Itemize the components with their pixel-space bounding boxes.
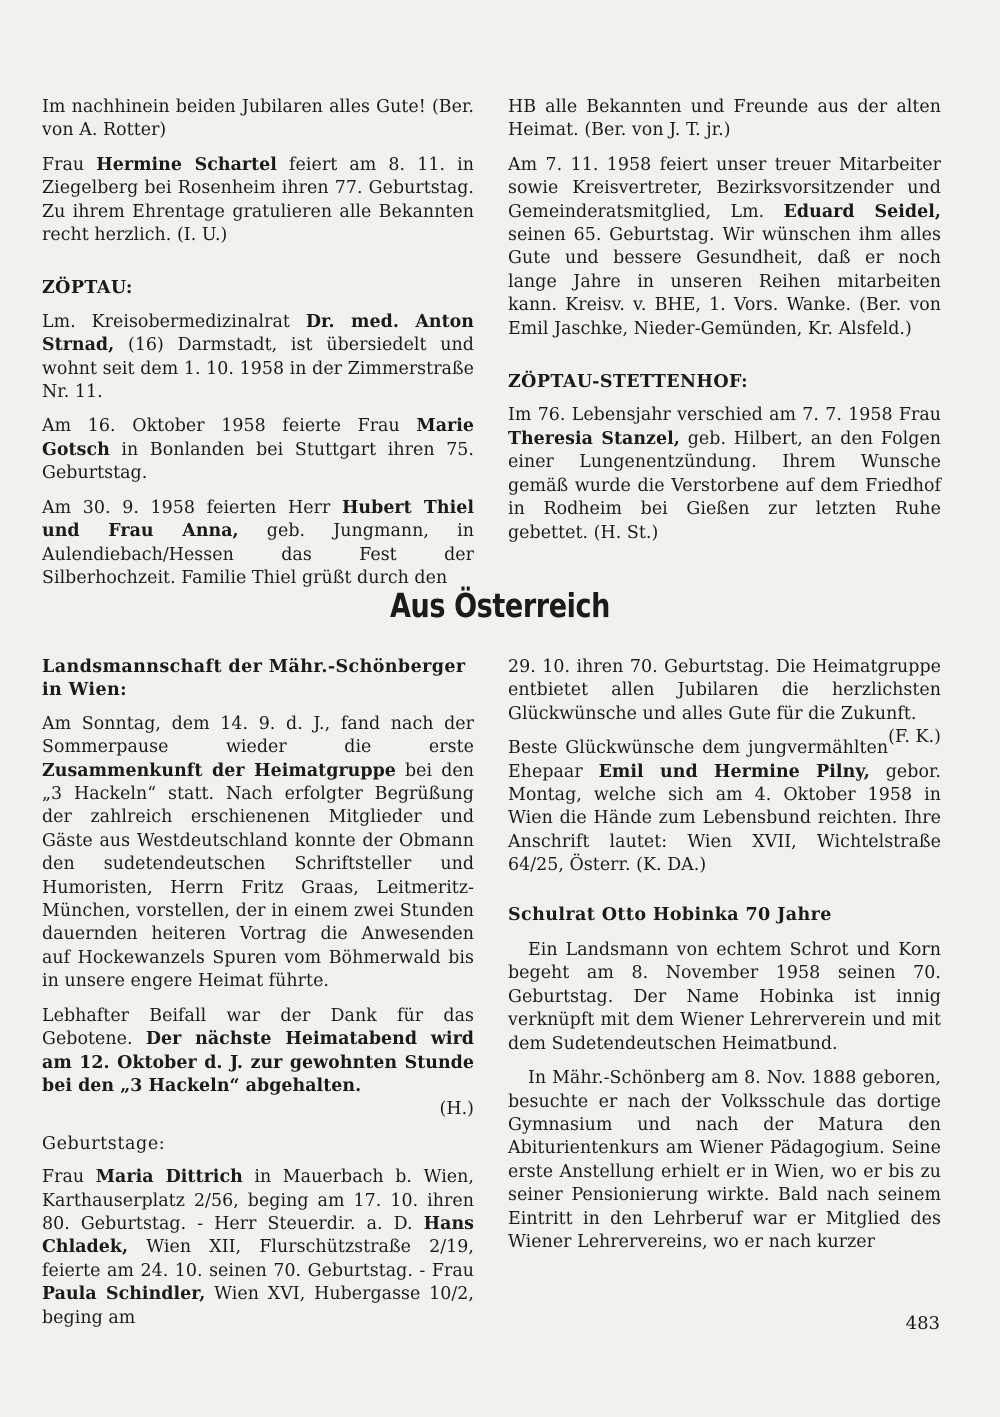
- paragraph: [42, 497, 474, 591]
- text: Am 16. Oktober 1958 feierte Frau: [42, 416, 417, 437]
- text: Im nachhinein beiden Jubilaren alles Gute! (Ber. von A. Rotter): [42, 97, 474, 141]
- text: Lm. Kreisobermedizinalrat: [42, 311, 306, 332]
- text: Wien XII, Flurschützstraße 2/19, feierte am 24. 10. seinen 70. Geburtstag. - Frau: [42, 1237, 474, 1281]
- text: in Bonlanden bei Stuttgart ihren 75. Geburtstag.: [42, 439, 474, 484]
- text: Frau: [42, 154, 97, 175]
- paragraph: [508, 96, 941, 143]
- text: geb. Jungmann, in Aulendiebach/Hessen das Fest der Silberhochzeit. Familie Thiel grüßt durch den: [42, 521, 474, 588]
- text: Am 7. 11. 1958 feiert unser treuer Mitarbeiter sowie Kreisvertreter, Bezirksvorsitzender und Gemeinderatsmitglied, Lm.: [508, 154, 941, 222]
- text: Beste Glückwünsche dem jungvermählten Ehepaar: [508, 738, 889, 782]
- section-heading: Landsmannschaft der Mähr.-Schönberger in Wien:: [42, 657, 466, 701]
- section-heading: ZÖPTAU:: [42, 278, 133, 299]
- signoff: (H.): [439, 1099, 474, 1120]
- paragraph: [508, 939, 941, 1056]
- text: Lebhafter Beifall war der Dank für das Gebotene.: [42, 1005, 474, 1050]
- text: In Mähr.-Schönberg am 8. Nov. 1888 geboren, besuchte er nach der Volksschule das dortige Gymnasium und nach der Matura den Abiturientenkurs am Wiener Pädagogium. Seine erste Anstellung erhielt er in Wien, wo er bis zu seiner Pensionierung wirkte. Bald nach seinem Eintritt in den Lehrberuf war er Mitglied des Wiener Lehrervereins, wo er nach kurzer: [508, 1068, 941, 1252]
- person-name: Marie Gotsch: [42, 416, 474, 460]
- text: Frau: [42, 1167, 96, 1188]
- text: Im 76. Lebensjahr verschied am 7. 7. 1958 Frau: [508, 405, 941, 426]
- text: Wien XVI, Hubergasse 10/2, beging am: [42, 1284, 474, 1328]
- section-title: Aus Österreich: [389, 586, 611, 625]
- paragraph: [508, 154, 941, 341]
- text: (16) Darmstadt, ist übersiedelt und wohnt seit dem 1. 10. 1958 in der Zimmerstraße Nr. 11.: [42, 335, 474, 403]
- text: geb. Hilbert, an den Folgen einer Lungenentzündung. Ihrem Wunsche gemäß wurde die Verstorbene auf dem Friedhof in Rodheim bei Gießen zur letzten Ruhe gebettet. (H. St.): [508, 428, 941, 543]
- paragraph: [42, 713, 474, 994]
- section-heading: Schulrat Otto Hobinka 70 Jahre: [508, 904, 832, 925]
- person-name: Hermine Schartel: [96, 154, 277, 175]
- column-upper-left: [42, 96, 474, 601]
- text: Am Sonntag, dem 14. 9. d. J., fand nach der Sommerpause wieder die erste: [42, 713, 474, 758]
- person-name: Eduard Seidel,: [783, 201, 941, 222]
- text: HB alle Bekannten und Freunde aus der alten Heimat. (Ber. von J. T. jr.): [508, 97, 941, 141]
- paragraph: [42, 1166, 474, 1330]
- column-lower-left: [42, 656, 474, 1341]
- column-lower-right: [508, 656, 941, 1265]
- person-name: Hans Chladek,: [42, 1213, 474, 1258]
- person-name: Hubert Thiel und Frau Anna,: [42, 497, 474, 542]
- paragraph: [42, 311, 474, 405]
- person-name: Maria Dittrich: [95, 1167, 243, 1188]
- column-upper-right: [508, 96, 941, 556]
- paragraph: [42, 415, 474, 485]
- signoff: (F. K.): [888, 727, 941, 748]
- text: feiert am 8. 11. in Ziegelberg bei Rosenheim ihren 77. Geburtstag. Zu ihrem Ehrentage gratulieren alle Bekannten recht herzlich. (I. U.): [42, 154, 474, 246]
- paragraph: [508, 404, 941, 544]
- text: Ein Landsmann von echtem Schrot und Korn begeht am 8. November 1958 seinen 70. Geburtstag. Der Name Hobinka ist innig verknüpft mit dem Wiener Lehrerverein und mit dem Sudetendeutschen Heimatbund.: [508, 940, 941, 1054]
- text: seinen 65. Geburtstag. Wir wünschen ihm alles Gute und bessere Gesundheit, daß er noch lange Jahre in unseren Reihen mitarbeiten kann. Kreisv. v. BHE, 1. Vors. Wanke. (Ber. von Emil Jaschke, Nieder-Gemünden, Kr. Alsfeld.): [508, 225, 941, 339]
- event-name: Zusammenkunft der Heimatgruppe: [42, 760, 396, 781]
- paragraph: [508, 737, 941, 877]
- announcement: Der nächste Heimatabend wird am 12. Oktober d. J. zur gewohnten Stunde bei den „3 Hackeln“ abgehalten.: [42, 1029, 474, 1096]
- paragraph: [508, 1067, 941, 1254]
- section-heading: ZÖPTAU-STETTENHOF:: [508, 372, 749, 393]
- paragraph: [42, 154, 474, 248]
- paragraph: [508, 656, 941, 748]
- text: gebor. Montag, welche sich am 4. Oktober 1958 in Wien die Hände zum Lebensbund reichten. Ihre Anschrift lautet: Wien XVII, Wichtelstraße 64/25, Österr. (K. DA.): [508, 761, 942, 876]
- paragraph: [42, 96, 474, 143]
- text: bei den „3 Hackeln“ statt. Nach erfolgter Begrüßung der zahlreich erschienenen Mitglieder und Gäste aus Westdeutschland konnte der Obmann den sudetendeutschen Schriftsteller und Humoristen, Herrn Fritz Graas, Leitmeritz-München, vorstellen, der in einem zwei Stunden dauernden heiteren Vortrag die Anwesenden auf Hockewanzels Spuren vom Böhmerwald bis in unsere engere Heimat führte.: [42, 760, 474, 992]
- person-name: Emil und Hermine Pilny,: [598, 761, 870, 782]
- text: in Mauerbach b. Wien, Karthauserplatz 2/56, beging am 17. 10. ihren 80. Geburtstag. - Herr Steuerdir. a. D.: [42, 1167, 474, 1234]
- paragraph: [42, 1005, 474, 1099]
- section-heading: Geburtstage:: [42, 1133, 166, 1154]
- page-number: 483: [905, 1313, 940, 1334]
- text: Am 30. 9. 1958 feierten Herr: [42, 497, 342, 518]
- text: 29. 10. ihren 70. Geburtstag. Die Heimatgruppe entbietet allen Jubilaren die herzlichsten Glückwünsche und alles Gute für die Zukunft.: [508, 657, 941, 724]
- person-name: Theresia Stanzel,: [508, 428, 680, 449]
- person-name: Dr. med. Anton Strnad,: [42, 311, 475, 356]
- person-name: Paula Schindler,: [42, 1284, 206, 1305]
